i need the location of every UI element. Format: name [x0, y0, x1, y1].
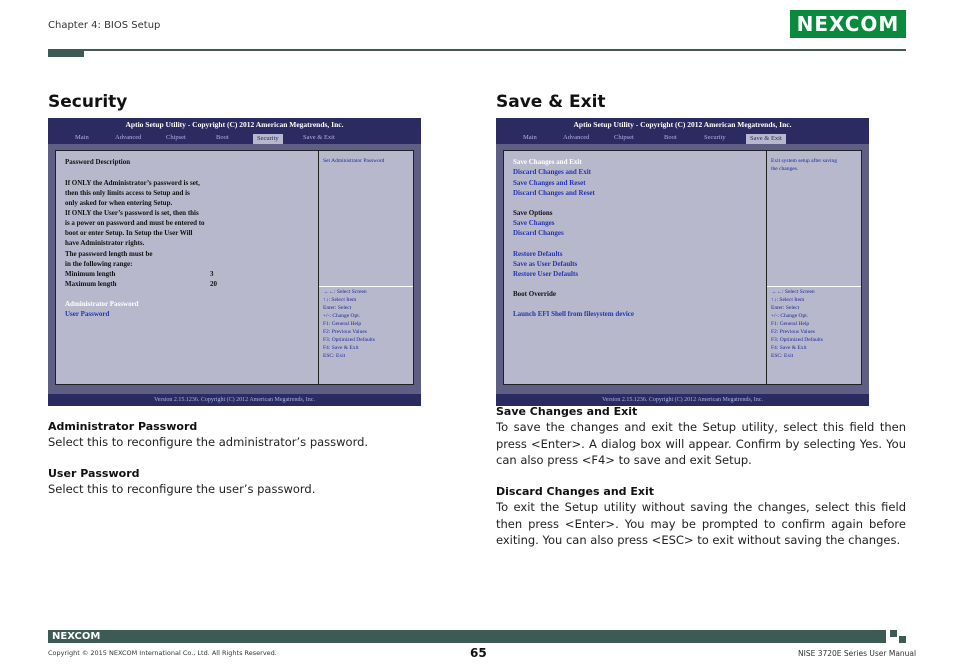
- save-exit-bios-screen: [496, 118, 869, 406]
- key-item: →←: Select Screen: [323, 289, 367, 295]
- tab-save-exit[interactable]: Save & Exit: [746, 134, 786, 144]
- desc-line: have Administrator rights.: [65, 239, 145, 247]
- header-accent: [48, 49, 84, 57]
- desc-line: If ONLY the Administrator’s password is set,: [65, 179, 200, 187]
- key-item: F3: Optimized Defaults: [323, 337, 375, 343]
- password-description: Password Description: [65, 158, 131, 166]
- discard-changes-item[interactable]: Discard Changes: [513, 229, 564, 237]
- help-text: Set Administrator Password: [323, 158, 385, 164]
- max-length-value: 20: [210, 280, 217, 288]
- admin-password-heading: Administrator Password: [48, 420, 198, 433]
- bios-bottom-bar: Version 2.15.1236. Copyright (C) 2012 American Megatrends, Inc.: [496, 394, 869, 406]
- tab-security[interactable]: Security: [253, 134, 283, 144]
- desc-line: The password length must be: [65, 250, 153, 258]
- key-item: ESC: Exit: [771, 353, 794, 359]
- bios-panel: [55, 150, 414, 385]
- key-item: +/-: Change Opt.: [323, 313, 361, 319]
- key-item: F2: Previous Values: [323, 329, 367, 335]
- bios-bottom-bar: Version 2.15.1236. Copyright (C) 2012 American Megatrends, Inc.: [48, 394, 421, 406]
- max-length-label: Maximum length: [65, 280, 117, 288]
- tab-advanced[interactable]: Advanced: [563, 134, 590, 141]
- launch-efi-shell-item[interactable]: Launch EFI Shell from filesystem device: [513, 310, 635, 318]
- key-item: F4: Save & Exit: [771, 345, 807, 351]
- tab-boot[interactable]: Boot: [216, 134, 229, 141]
- discard-changes-exit-item[interactable]: Discard Changes and Exit: [513, 168, 591, 176]
- desc-line: only asked for when entering Setup.: [65, 199, 173, 207]
- save-options-label: Save Options: [513, 209, 553, 217]
- min-length-row: [65, 269, 214, 279]
- key-item: F1: General Help: [323, 321, 362, 327]
- boot-override-label: Boot Override: [513, 290, 556, 298]
- tab-main[interactable]: Main: [523, 134, 537, 141]
- desc-line: is a power on password and must be entered to: [65, 219, 205, 227]
- bios-tabs: [48, 132, 421, 144]
- help-text: the changes.: [771, 166, 799, 172]
- user-password-heading: User Password: [48, 467, 140, 480]
- min-length-label: Minimum length: [65, 270, 116, 278]
- security-title: Security: [48, 92, 128, 112]
- key-item: F2: Previous Values: [771, 329, 815, 335]
- bios-top-bar: Aptio Setup Utility - Copyright (C) 2012 American Megatrends, Inc.: [48, 118, 421, 132]
- tab-save-exit[interactable]: Save & Exit: [303, 134, 335, 141]
- save-changes-item[interactable]: Save Changes: [513, 219, 555, 227]
- nexcom-logo: NEXCOM: [790, 10, 906, 38]
- footer-square: [899, 636, 906, 643]
- page-number: 65: [470, 646, 487, 660]
- help-text: Exit system setup after saving: [771, 158, 837, 164]
- key-item: +/-: Change Opt.: [771, 313, 809, 319]
- panel-divider: [766, 151, 767, 384]
- user-password-text: Select this to reconfigure the user’s password.: [48, 482, 316, 496]
- key-item: Enter: Select: [323, 305, 352, 311]
- user-password-item[interactable]: User Password: [65, 310, 110, 318]
- key-item: ↑↓: Select Item: [771, 297, 805, 303]
- key-item: ESC: Exit: [323, 353, 346, 359]
- key-item: →←: Select Screen: [771, 289, 815, 295]
- key-item: ↑↓: Select Item: [323, 297, 357, 303]
- bios-panel: [503, 150, 862, 385]
- help-divider: [319, 286, 413, 287]
- admin-password-item[interactable]: Administrator Password: [65, 300, 139, 308]
- help-divider: [767, 286, 861, 287]
- footer-copyright: Copyright © 2015 NEXCOM International Co., Ltd. All Rights Reserved.: [48, 649, 277, 657]
- key-item: F1: General Help: [771, 321, 810, 327]
- desc-line: in the following range:: [65, 260, 133, 268]
- footer-logo: NEXCOM: [52, 631, 101, 642]
- discard-changes-exit-heading: Discard Changes and Exit: [496, 485, 654, 498]
- save-changes-exit-item[interactable]: Save Changes and Exit: [513, 158, 582, 166]
- security-bios-screen: [48, 118, 421, 406]
- restore-user-defaults-item[interactable]: Restore User Defaults: [513, 270, 579, 278]
- key-legend: [323, 288, 375, 360]
- tab-boot[interactable]: Boot: [664, 134, 677, 141]
- discard-changes-reset-item[interactable]: Discard Changes and Reset: [513, 189, 595, 197]
- chapter-title: Chapter 4: BIOS Setup: [48, 20, 161, 31]
- footer-square: [890, 630, 897, 637]
- manual-title: NISE 3720E Series User Manual: [798, 649, 917, 658]
- max-length-row: [65, 279, 217, 289]
- save-changes-reset-item[interactable]: Save Changes and Reset: [513, 179, 586, 187]
- tab-advanced[interactable]: Advanced: [115, 134, 142, 141]
- discard-changes-exit-text: To exit the Setup utility without saving the changes, select this field then press <Enter>. You may be prompted to confirm again before exiting. You can also press <ESC> to exit without saving the changes.: [496, 500, 906, 547]
- desc-line: then this only limits access to Setup and is: [65, 189, 190, 197]
- key-item: F3: Optimized Defaults: [771, 337, 823, 343]
- desc-line: boot or enter Setup. In Setup the User Will: [65, 229, 193, 237]
- bios-tabs: [496, 132, 869, 144]
- save-exit-title: Save & Exit: [496, 92, 606, 112]
- footer-bar: [48, 630, 886, 643]
- save-user-defaults-item[interactable]: Save as User Defaults: [513, 260, 578, 268]
- save-changes-exit-heading: Save Changes and Exit: [496, 405, 638, 418]
- restore-defaults-item[interactable]: Restore Defaults: [513, 250, 563, 258]
- tab-main[interactable]: Main: [75, 134, 89, 141]
- panel-divider: [318, 151, 319, 384]
- bios-top-bar: Aptio Setup Utility - Copyright (C) 2012 American Megatrends, Inc.: [496, 118, 869, 132]
- save-changes-exit-text: To save the changes and exit the Setup utility, select this field then press <Enter>. A dialog box will appear. Confirm by selecting Yes. You can also press <F4> to save and exit Setup.: [496, 420, 906, 467]
- admin-password-text: Select this to reconfigure the administrator’s password.: [48, 435, 369, 449]
- key-legend: [771, 288, 823, 360]
- min-length-value: 3: [210, 270, 214, 278]
- tab-security[interactable]: Security: [704, 134, 726, 141]
- tab-chipset[interactable]: Chipset: [614, 134, 634, 141]
- key-item: F4: Save & Exit: [323, 345, 359, 351]
- desc-line: If ONLY the User’s password is set, then this: [65, 209, 199, 217]
- key-item: Enter: Select: [771, 305, 800, 311]
- header-divider: [48, 49, 906, 51]
- tab-chipset[interactable]: Chipset: [166, 134, 186, 141]
